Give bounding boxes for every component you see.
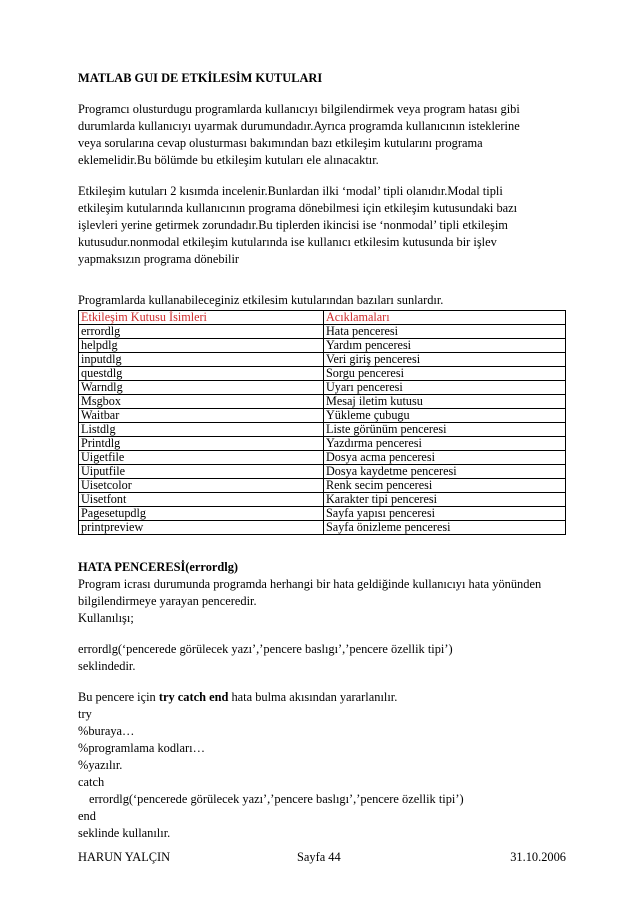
try-catch-note — [78, 689, 566, 706]
code-line: end — [78, 809, 96, 823]
dialog-description-cell: Veri giriş penceresi — [324, 353, 566, 367]
dialog-name-cell: Warndlg — [79, 381, 324, 395]
try-bold: try catch end — [158, 690, 229, 704]
table-row — [79, 409, 566, 423]
page-footer — [78, 850, 566, 868]
dialog-description-cell: Mesaj iletim kutusu — [324, 395, 566, 409]
intro-line: Programcı olusturdugu programlarda kullanıcıyı bilgilendirmek veya program hatası gibi — [78, 102, 520, 116]
dialog-name-cell: Uisetfont — [79, 493, 324, 507]
usage-code: errordlg(‘pencerede görülecek yazı’,’pencere baslıgı’,’pencere özellik tipi’) — [78, 642, 453, 656]
code-line: %buraya… — [78, 724, 135, 738]
dialog-description-cell: Karakter tipi penceresi — [324, 493, 566, 507]
intro-line: veya sorularına cevap olusturması bakımından bazı etkileşim kutularını programa — [78, 136, 483, 150]
table-row — [79, 381, 566, 395]
table-row — [79, 423, 566, 437]
document-title: MATLAB GUI DE ETKİLESİM KUTULARI — [78, 71, 323, 85]
dialog-description-cell: Sayfa yapısı penceresi — [324, 507, 566, 521]
table-header-cell: Acıklamaları — [324, 311, 566, 325]
table-row — [79, 437, 566, 451]
dialog-name-cell: errordlg — [79, 325, 324, 339]
table-row — [79, 367, 566, 381]
intro-line: eklemelidir.Bu bölümde bu etkileşim kutuları ele alınacaktır. — [78, 153, 379, 167]
table-row — [79, 339, 566, 353]
section-line: Program icrası durumunda programda herhangi bir hata geldiğinde kullanıcıyı hata yönünden — [78, 577, 542, 591]
table-header-row — [79, 311, 566, 325]
table-row — [79, 521, 566, 535]
dialog-description-cell: Hata penceresi — [324, 325, 566, 339]
dialog-description-cell: Yazdırma penceresi — [324, 437, 566, 451]
dialog-description-cell: Renk secim penceresi — [324, 479, 566, 493]
dialog-name-cell: Waitbar — [79, 409, 324, 423]
dialog-table — [78, 310, 566, 535]
code-line: %programlama kodları… — [78, 741, 205, 755]
types-line: etkileşim kutularında kullanıcının programa dönebilmesi için etkileşim kutusundaki bazı — [78, 201, 518, 215]
footer-page-number: Sayfa 44 — [297, 850, 341, 864]
dialog-name-cell: Printdlg — [79, 437, 324, 451]
dialog-description-cell: Sorgu penceresi — [324, 367, 566, 381]
table-row — [79, 451, 566, 465]
table-row — [79, 507, 566, 521]
table-row — [79, 493, 566, 507]
dialog-name-cell: helpdlg — [79, 339, 324, 353]
dialog-name-cell: Pagesetupdlg — [79, 507, 324, 521]
table-row — [79, 479, 566, 493]
dialog-name-cell: Uigetfile — [79, 451, 324, 465]
dialog-description-cell: Liste görünüm penceresi — [324, 423, 566, 437]
table-intro: Programlarda kullanabileceginiz etkilesim kutularından bazıları sunlardır. — [78, 293, 444, 307]
code-line: %yazılır. — [78, 758, 123, 772]
table-row — [79, 353, 566, 367]
dialog-description-cell: Uyarı penceresi — [324, 381, 566, 395]
dialog-name-cell: Msgbox — [79, 395, 324, 409]
table-header-cell: Etkileşim Kutusu İsimleri — [79, 311, 324, 325]
section-line: bilgilendirmeye yarayan penceredir. — [78, 594, 257, 608]
dialog-name-cell: inputdlg — [79, 353, 324, 367]
types-line: kutusudur.nonmodal etkileşim kutularında ise kullanıcı etkilesim kutusunda bir işlev — [78, 235, 497, 249]
dialog-description-cell: Yardım penceresi — [324, 339, 566, 353]
dialog-name-cell: Uisetcolor — [79, 479, 324, 493]
dialog-name-cell: questdlg — [79, 367, 324, 381]
intro-paragraph — [78, 101, 566, 169]
table-row — [79, 465, 566, 479]
footer-author: HARUN YALÇIN — [78, 850, 171, 864]
dialog-description-cell: Sayfa önizleme penceresi — [324, 521, 566, 535]
code-line: try — [78, 707, 92, 721]
usage-after: seklindedir. — [78, 659, 136, 673]
dialog-name-cell: Uiputfile — [79, 465, 324, 479]
intro-line: durumlarda kullanıcıyı uyarmak durumundadır.Ayrıca programda kullanıcının isteklerine — [78, 119, 520, 133]
types-line: işlevleri yerine getirmek zorundadır.Bu tiplerden ikincisi ise ‘nonmodal’ tipli etkileşim — [78, 218, 508, 232]
table-row — [79, 395, 566, 409]
types-line: yapmaksızın programa dönebilir — [78, 252, 240, 266]
try-post: hata bulma akısından yararlanılır. — [228, 690, 398, 704]
footer-date: 31.10.2006 — [510, 850, 566, 864]
table-row — [79, 325, 566, 339]
closing-line: seklinde kullanılır. — [78, 826, 171, 840]
section-line: Kullanılışı; — [78, 611, 134, 625]
dialog-name-cell: printpreview — [79, 521, 324, 535]
types-line: Etkileşim kutuları 2 kısımda incelenir.Bunlardan ilki ‘modal’ tipli olanıdır.Modal tipli — [78, 184, 503, 198]
try-pre: Bu pencere için — [78, 690, 159, 704]
section-heading: HATA PENCERESİ(errordlg) — [78, 560, 239, 574]
dialog-name-cell: Listdlg — [79, 423, 324, 437]
document-page — [78, 70, 566, 842]
types-paragraph — [78, 183, 566, 268]
dialog-description-cell: Dosya acma penceresi — [324, 451, 566, 465]
code-line: catch — [78, 775, 105, 789]
code-line-indented: errordlg(‘pencerede görülecek yazı’,’pencere baslıgı’,’pencere özellik tipi’) — [89, 792, 464, 806]
dialog-description-cell: Yükleme çubugu — [324, 409, 566, 423]
dialog-description-cell: Dosya kaydetme penceresi — [324, 465, 566, 479]
